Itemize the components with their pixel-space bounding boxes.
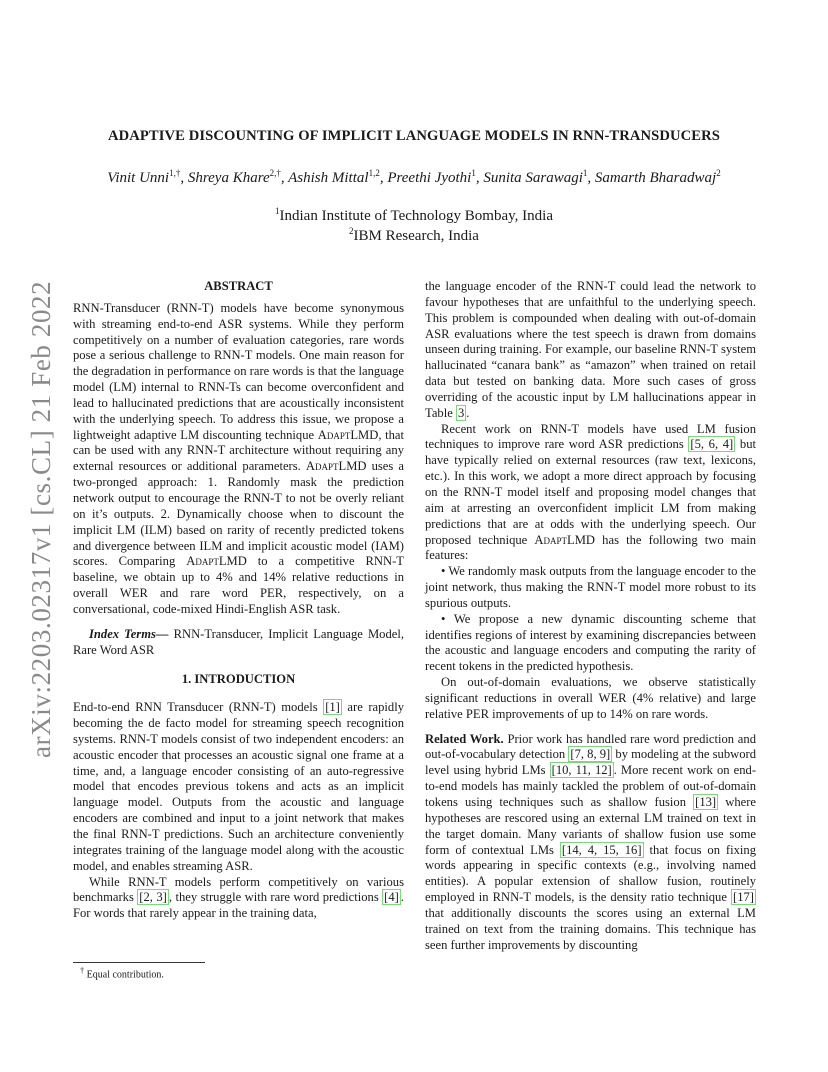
affiliation: $^1$Indian Institute of Technology Bombay, India (275, 206, 553, 224)
index-terms: Index Terms— RNN-Transducer, Implicit Language Model, Rare Word ASR (73, 626, 404, 657)
bullet-item: • We randomly mask outputs from the language encoder to the joint network, thus making the RNN-T model more robust to its spurious outputs. (425, 564, 756, 610)
arxiv-stamp: arXiv:2203.02317v1 [cs.CL] 21 Feb 2022 (26, 280, 56, 758)
author: Preethi Jyothi$^1$, (387, 168, 484, 186)
abstract-body: RNN-Transducer (RNN-T) models have become synonymous with streaming end-to-end ASR systems. While they perform competitively on a number of evaluation categories, rare words pose a serious challenge to RNN-T models. One main reason for the degradation in performance on rare words is that the language model (LM) internal to RNN-Ts can become overconfident and lead to hallucinated predictions that are acoustically inconsistent with the underlying speech. To address this issue, we propose a lightweight adaptive LM discounting technique AdaptLMD, that can be used with any RNN-T architecture without requiring any external resources or additional parameters. AdaptLMD uses a two-pronged approach: 1. Randomly mask the prediction network output to encourage the RNN-T to not be overly reliant on it’s outputs. 2. Dynamically choose when to discount the implicit LM (ILM) based on rarity of recently predicted tokens and divergence between ILM and implicit acoustic model (IAM) scores. Comparing AdaptLMD to a competitive RNN-T baseline, we obtain up to 4% and 14% relative reductions in overall WER and rare word PER, respectively, on a conversational, code-mixed Hindi-English ASR task. (73, 300, 404, 616)
body-paragraph: the language encoder of the RNN-T could lead the network to favour hypotheses that are unfaithful to the underlying speech. This problem is compounded when dealing with out-of-domain ASR evaluations where the test speech is drawn from domains unseen during training. For example, our baseline RNN-T system hallucinated “canara bank” as “amazon” when trained on retail data but tested on banking data. More such cases of gross overriding of the acoustic input by LM hallucinations appear in Table 3 . (425, 279, 756, 420)
citation-link[interactable]: [14, 4, 15, 16] (561, 842, 642, 857)
body-paragraph: On out-of-domain evaluations, we observe statistically significant reductions in overall WER (4% relative) and large relative PER improvements of up to 14% on rare words. (425, 675, 756, 721)
citation-link[interactable]: [10, 11, 12] (551, 763, 612, 778)
intro-paragraph: While RNN-T models perform competitively on various benchmarks [2, 3] , they struggle with rare word predictions [4] . For words that rarely appear in the training data, (73, 874, 405, 921)
citation-link[interactable]: [1] (325, 700, 340, 715)
left-column (73, 279, 404, 922)
paper-title: ADAPTIVE DISCOUNTING OF IMPLICIT LANGUAGE MODELS IN RNN-TRANSDUCERS (107, 128, 720, 144)
right-column (425, 279, 756, 953)
abstract-heading: ABSTRACT (204, 279, 273, 293)
author: Samarth Bharadwaj$^2$ (594, 168, 721, 186)
citation-link[interactable]: [5, 6, 4] (690, 437, 734, 452)
author: Ashish Mittal$^{1,2}$, (288, 168, 388, 186)
table-link[interactable]: 3 (457, 405, 465, 420)
body-paragraph: Recent work on RNN-T models have used LM fusion techniques to improve rare word ASR predictions [5, 6, 4] but have typically relied on external resources (raw text, lexicons, etc.). In this work, we adopt a more direct approach by focusing on the RNN-T model itself and proposing model changes that aim at arresting an overconfident implicit LM from making predictions that are at odds with the underlying speech. Our proposed technique AdaptLMD has the following two main features: (425, 421, 756, 563)
footnote-divider (73, 962, 205, 963)
section-heading-introduction: 1. INTRODUCTION (181, 672, 296, 687)
intro-paragraph: End-to-end RNN Transducer (RNN-T) models [1] are rapidly becoming the de facto model for streaming speech recognition systems. RNN-T models consist of two independent encoders: an acoustic encoder that processes an acoustic signal one frame at a time, and, a language encoder consisting of an auto-regressive model that encodes previous tokens and acts as an implicit language model. Outputs from the acoustic and language encoders are combined and input to a joint network that makes the final RNN-T predictions. Such an architecture conveniently integrates training of the language model along with the acoustic model, and enables streaming ASR. (73, 700, 405, 873)
citation-link[interactable]: [7, 8, 9] (570, 747, 611, 762)
citation-link[interactable]: [2, 3] (139, 890, 167, 905)
author-list (60, 168, 768, 187)
citation-link[interactable]: [4] (384, 890, 399, 905)
related-work-paragraph: Related Work. Prior work has handled rare word prediction and out-of-vocabulary detection [7, 8, 9] by modeling at the subword level using hybrid LMs [10, 11, 12] . More recent work on end-to-end models has mainly tackled the problem of out-of-domain tokens using techniques such as shallow fusion [13] where hypotheses are rescored using an external LM trained on text in the target domain. Many variants of shallow fusion use some form of contextual LMs [14, 4, 15, 16] that focus on fixing words appearing in specific contexts (e.g., involving named entities). A popular extension of shallow fusion, routinely employed in RNN-T models, is the density ratio technique [17] that additionally discounts the scores using an external LM trained on text from the training domains. This technique has seen further improvements by discounting (425, 731, 757, 952)
citation-link[interactable]: [17] (733, 890, 754, 905)
citation-link[interactable]: [13] (695, 795, 717, 809)
author: Sunita Sarawagi$^1$, (483, 168, 595, 186)
bullet-item: • We propose a new dynamic discounting scheme that identifies regions of interest by examining discrepancies between the acoustic and language encoders and computing the rarity of recent tokens in the predicted hypothesis. (425, 611, 756, 674)
author: Shreya Khare$^{2,\dagger}$, (187, 168, 289, 186)
author: Vinit Unni$^{1,\dagger}$, (107, 168, 188, 186)
footnote: † Equal contribution. (80, 966, 164, 981)
affiliation: $^2$IBM Research, India (349, 226, 479, 244)
